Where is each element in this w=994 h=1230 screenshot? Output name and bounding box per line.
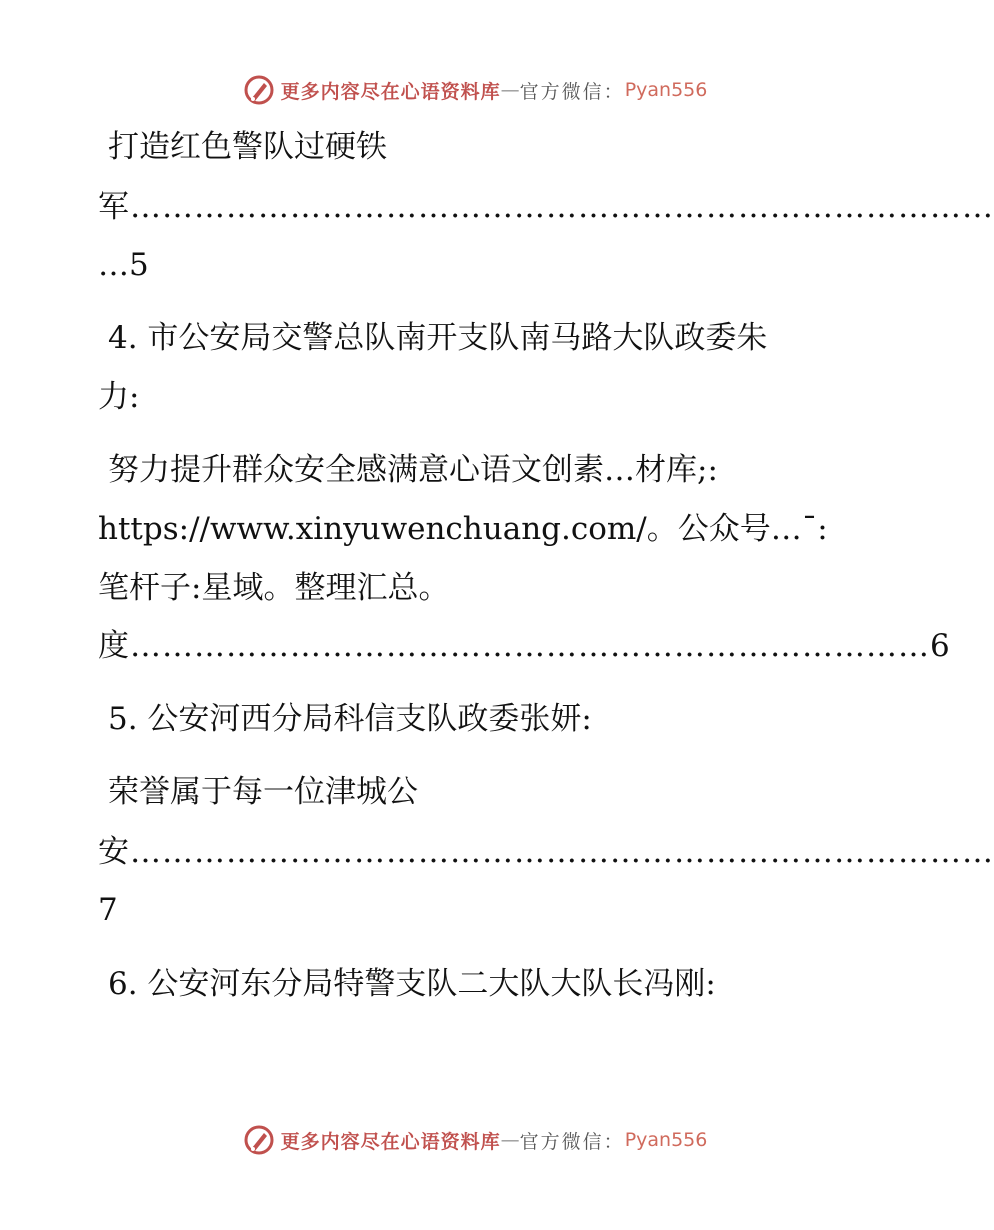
toc-entry-6-heading: 6. 公安河东分局特警支队二大队大队长冯刚: xyxy=(108,966,716,1002)
toc-entry-3-page: …5 xyxy=(98,247,149,283)
toc-entry-5-page: 7 xyxy=(98,892,118,928)
toc-entry-4-heading: 4. 市公安局交警总队南开支队南马路大队政委朱 xyxy=(108,320,768,356)
watermark-sub-text: 官方微信： xyxy=(519,80,625,103)
toc-entry-5-leader: 安……………………………………………………………………… xyxy=(98,834,994,870)
toc-entry-4-heading-cont: 力: xyxy=(98,379,140,415)
watermark-separator: — xyxy=(500,79,520,101)
toc-entry-4-note: 笔杆子:星域。整理汇总。 xyxy=(98,570,450,606)
toc-entry-4-leader: 度…………………………………………………………………6 xyxy=(98,628,951,664)
toc-entry-3-title: 打造红色警队过硬铁 xyxy=(108,129,387,165)
toc-entry-4-url: https://www.xinyuwenchuang.com/。公众号…¯: xyxy=(98,511,828,547)
watermark-main-text: 更多内容尽在心语资料库 xyxy=(280,1130,501,1153)
watermark-main-text: 更多内容尽在心语资料库 xyxy=(280,80,501,103)
pen-logo-icon xyxy=(243,1124,275,1156)
watermark-sub-text: 官方微信： xyxy=(519,1130,625,1153)
toc-entry-4-title: 努力提升群众安全感满意心语文创素…材库;: xyxy=(108,452,718,488)
watermark-wechat-id: Pyan556 xyxy=(624,79,708,101)
header-watermark xyxy=(0,72,950,108)
toc-entry-5-heading: 5. 公安河西分局科信支队政委张妍: xyxy=(108,701,592,737)
watermark-wechat-id: Pyan556 xyxy=(624,1129,708,1151)
toc-entry-3-leader: 军……………………………………………………………………… xyxy=(98,189,994,225)
toc-entry-5-title: 荣誉属于每一位津城公 xyxy=(108,774,418,810)
pen-logo-icon xyxy=(243,74,275,106)
watermark-separator: — xyxy=(500,1129,520,1151)
footer-watermark xyxy=(0,1122,950,1158)
